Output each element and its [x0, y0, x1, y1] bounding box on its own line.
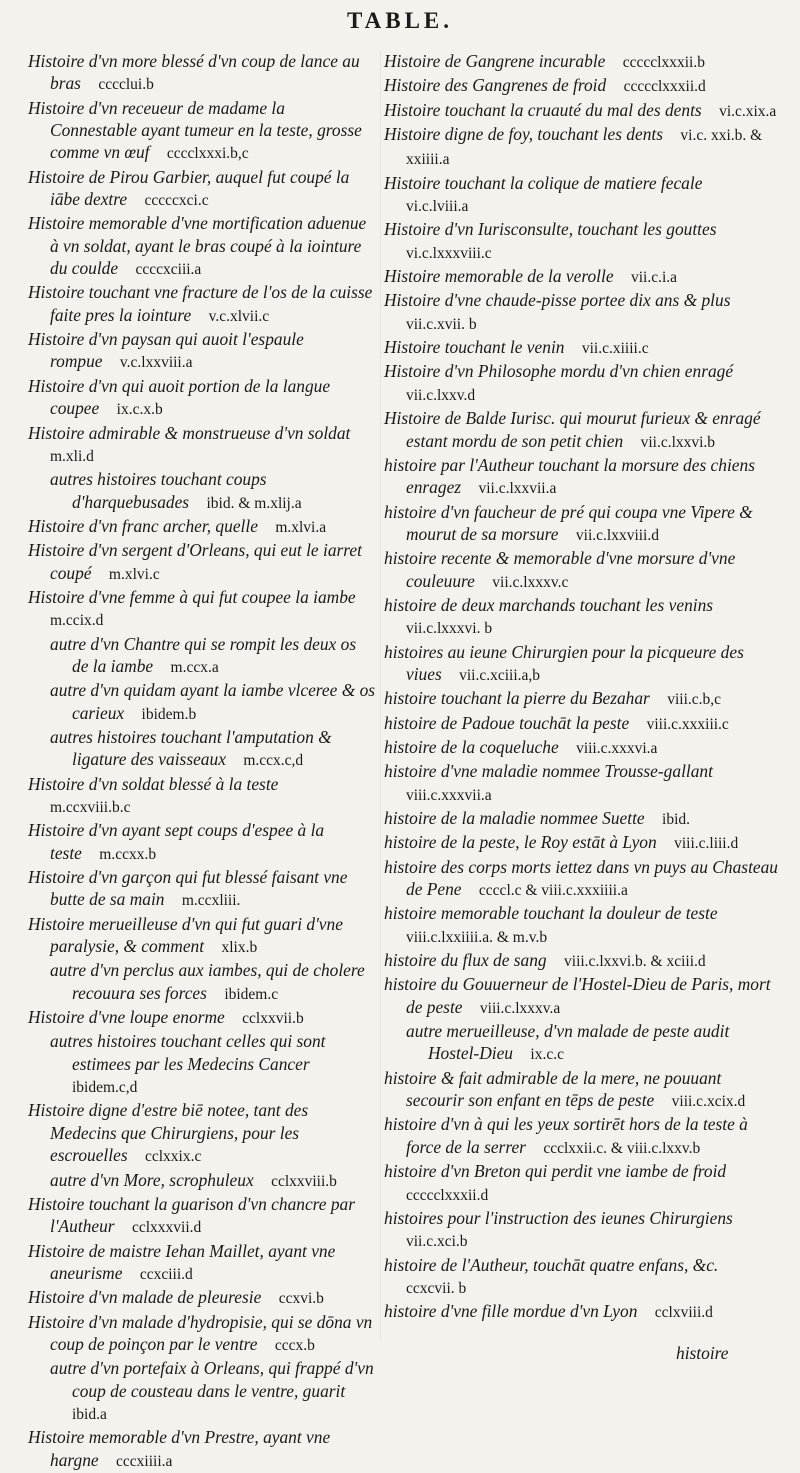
page-header: TABLE.	[346, 8, 454, 33]
entry-reference: ccccclxxxii.b	[622, 54, 705, 71]
entry-text: Histoire d'vn more blessé d'vn coup de lance au bras	[28, 51, 360, 94]
index-entry	[28, 375, 376, 422]
entry-reference: viii.c.lxxvi.b. & xciii.d	[564, 953, 706, 971]
index-entry	[384, 1160, 782, 1207]
entry-reference: vii.c.xiiii.c	[581, 340, 649, 358]
entry-reference: m.ccxliii.	[181, 892, 241, 910]
entry-text: histoires au ieune Chirurgien pour la picqueure des viues	[384, 641, 744, 684]
entry-reference: ibid. & m.xlij.a	[206, 494, 302, 512]
entry-reference: cclxxxvii.d	[131, 1219, 202, 1237]
entry-text: Histoire touchant vne fracture de l'os de la cuisse faite pres la iointure	[28, 282, 373, 325]
entry-text: autres histoires touchant celles qui sont estimees par les Medecins Cancer	[50, 1031, 326, 1074]
entry-reference: ccxciii.d	[139, 1265, 193, 1283]
entry-text: Histoire d'vn franc archer, quelle	[28, 515, 258, 536]
entry-reference: vi.c.lviii.a	[406, 198, 469, 216]
entry-text: Histoire touchant le venin	[384, 337, 565, 358]
index-entry	[28, 1426, 376, 1473]
entry-reference: vii.c.lxxviii.d	[575, 526, 659, 544]
index-entry	[384, 594, 782, 641]
index-entry	[384, 172, 782, 219]
entry-text: histoire des corps morts iettez dans vn puys au Chasteau de Pene	[384, 856, 779, 900]
entry-reference: v.c.lxxviii.a	[119, 354, 193, 372]
entry-reference: cclxviii.d	[654, 1304, 713, 1322]
entry-text: autre d'vn portefaix à Orleans, qui frappé d'vn coup de cousteau dans le ventre, guarit	[50, 1358, 374, 1401]
entry-text: histoire de l'Autheur, touchāt quatre enfans, &c.	[384, 1254, 719, 1275]
entry-reference: vii.c.lxxxv.c	[492, 573, 569, 591]
index-entry	[384, 902, 782, 949]
entry-reference: viii.c.lxxxv.a	[479, 999, 561, 1017]
index-entry	[384, 99, 782, 123]
index-entry	[28, 1099, 376, 1168]
entry-text: histoire touchant la pierre du Bezahar	[384, 688, 650, 709]
index-entry	[28, 97, 376, 166]
entry-reference: vi.c. xxi.b. & xxiiii.a	[406, 127, 763, 169]
entry-reference: vi.c.xix.a	[719, 102, 777, 120]
entry-text: histoire de deux marchands touchant les venins	[384, 594, 714, 615]
entry-reference: viii.c.lxxiiii.a. & m.v.b	[406, 928, 548, 946]
entry-text: Histoire d'vn malade d'hydropisie, qui se dōna vn coup de poinçon par le ventre	[28, 1311, 373, 1354]
entry-reference: m.ccxx.b	[99, 845, 157, 863]
index-entry	[384, 1113, 782, 1160]
index-entry	[384, 407, 782, 454]
entry-reference: cccx.b	[274, 1336, 315, 1354]
index-entry	[384, 123, 782, 172]
entry-reference: m.xli.d	[50, 447, 94, 465]
entry-reference: vii.c.i.a	[630, 269, 678, 287]
entry-reference: m.ccx.c,d	[243, 752, 304, 770]
entry-reference: ibid.a	[72, 1405, 107, 1423]
index-entry	[384, 831, 782, 855]
index-column-left	[28, 50, 376, 1473]
entry-reference: cccxiiii.a	[116, 1452, 173, 1470]
entry-text: Histoire de Gangrene incurable	[384, 51, 606, 71]
entry-text: Histoire d'vn garçon qui fut blessé faisant vne butte de sa main	[28, 867, 348, 910]
entry-text: autre merueilleuse, d'vn malade de peste audit Hostel-Dieu	[406, 1021, 730, 1064]
entry-text: autre d'vn quidam ayant la iambe vlceree & os carieux	[50, 680, 376, 723]
entry-reference: viii.c.xxxiii.c	[646, 715, 729, 733]
entry-reference: ix.c.c	[530, 1046, 564, 1064]
entry-reference: viii.c.xxxvii.a	[406, 786, 492, 804]
index-entry	[28, 586, 376, 633]
entry-text: Histoire d'vn Philosophe mordu d'vn chien enragé	[384, 361, 734, 382]
entry-text: Histoire de maistre Iehan Maillet, ayant vne aneurisme	[28, 1240, 336, 1283]
entry-text: Histoire touchant la guarison d'vn chancre par l'Autheur	[28, 1193, 356, 1237]
index-entry	[384, 1300, 782, 1324]
entry-text: Histoire d'vn soldat blessé à la teste	[28, 773, 279, 794]
entry-text: histoires pour l'instruction des ieunes Chirurgiens	[384, 1207, 733, 1228]
index-entry	[384, 760, 782, 807]
entry-text: Histoire merueilleuse d'vn qui fut guari d'vne paralysie, & comment	[28, 913, 343, 957]
index-entry	[28, 328, 376, 375]
entry-text: histoire d'vn Breton qui perdit vne iambe de froid	[384, 1161, 727, 1182]
index-entry	[384, 360, 782, 407]
index-entry	[384, 265, 782, 289]
index-entry	[384, 807, 782, 831]
index-entry	[28, 959, 376, 1006]
index-entry	[28, 679, 376, 726]
index-entry	[28, 539, 376, 586]
entry-reference: vi.c.lxxxviii.c	[406, 244, 492, 262]
entry-reference: xlix.b	[221, 939, 258, 957]
index-entry	[28, 212, 376, 281]
entry-reference: ccxcvii. b	[406, 1279, 467, 1297]
entry-reference: cccclui.b	[98, 76, 154, 94]
entry-text: histoire d'vne fille mordue d'vn Lyon	[384, 1301, 638, 1322]
entry-reference: vii.c.xciii.a,b	[459, 666, 541, 684]
entry-reference: ibidem.b	[141, 705, 197, 723]
entry-text: autre d'vn perclus aux iambes, qui de cholere recouura ses forces	[50, 960, 365, 1003]
entry-reference: m.ccix.d	[50, 612, 104, 630]
entry-reference: ix.c.x.b	[116, 401, 163, 419]
entry-text: Histoire d'vn Iurisconsulte, touchant les gouttes	[384, 219, 717, 240]
entry-text: histoire du Gouuerneur de l'Hostel-Dieu de Paris, mort de peste	[384, 974, 771, 1017]
entry-text: histoire d'vn faucheur de pré qui coupa vne Vipere & mourut de sa morsure	[384, 501, 753, 544]
index-entry	[384, 641, 782, 688]
index-entry	[28, 1311, 376, 1358]
index-entry	[28, 166, 376, 213]
entry-text: Histoire d'vn malade de pleuresie	[28, 1287, 262, 1308]
entry-reference: ccxvi.b	[278, 1290, 324, 1308]
entry-reference: viii.c.xcix.d	[671, 1093, 746, 1111]
entry-text: autres histoires touchant l'amputation & ligature des vaisseaux	[50, 726, 332, 770]
entry-text: Histoire des Gangrenes de froid	[384, 75, 607, 96]
index-entry	[384, 50, 782, 74]
entry-text: Histoire touchant la cruauté du mal des dents	[384, 99, 702, 120]
index-entry	[28, 1193, 376, 1240]
entry-text: Histoire memorable d'vn Prestre, ayant vne hargne	[28, 1427, 331, 1470]
entry-text: histoire d'vne maladie nommee Trousse-gallant	[384, 761, 713, 782]
index-entry	[28, 422, 376, 469]
index-entry	[28, 281, 376, 328]
entry-reference: m.ccx.a	[170, 658, 219, 676]
entry-reference: vii.c.lxxxvi. b	[406, 620, 493, 638]
entry-text: histoire de la coqueluche	[384, 736, 559, 757]
index-entry	[28, 468, 376, 515]
entry-reference: cccclxxxi.b,c	[166, 145, 249, 163]
entry-reference: cclxxviii.b	[271, 1172, 337, 1190]
entry-reference: ccclxxii.c. & viii.c.lxxv.b	[543, 1139, 701, 1157]
entry-reference: ibid.	[662, 811, 691, 828]
index-column-right	[384, 50, 782, 1325]
entry-text: histoire de la peste, le Roy estāt à Lyon	[384, 832, 657, 853]
index-entry	[28, 913, 376, 960]
entry-reference: ibidem.c	[224, 985, 279, 1003]
entry-text: Histoire digne de foy, touchant les dents	[384, 124, 664, 145]
entry-reference: viii.c.xxxvi.a	[576, 739, 658, 757]
entry-text: Histoire d'vn sergent d'Orleans, qui eut le iarret coupé	[28, 540, 362, 583]
entry-reference: v.c.xlvii.c	[208, 307, 270, 325]
index-entry	[384, 949, 782, 973]
entry-text: autre d'vn More, scrophuleux	[50, 1169, 254, 1190]
index-entry	[384, 712, 782, 736]
index-entry	[28, 726, 376, 773]
entry-text: histoire du flux de sang	[384, 950, 547, 971]
index-entry	[28, 1286, 376, 1310]
index-entry	[384, 1067, 782, 1114]
index-entry	[28, 1357, 376, 1426]
entry-text: Histoire de Pirou Garbier, auquel fut coupé la iābe dextre	[28, 166, 350, 210]
entry-reference: vii.c.xci.b	[406, 1233, 468, 1251]
index-entry	[384, 973, 782, 1020]
entry-text: histoire recente & memorable d'vne morsure d'vne couleuure	[384, 548, 736, 591]
entry-reference: vii.c.lxxvi.b	[640, 433, 716, 451]
index-entry	[28, 515, 376, 539]
entry-text: autres histoires touchant coups d'harquebusades	[50, 469, 267, 512]
index-entry	[384, 218, 782, 265]
entry-text: histoire d'vn à qui les yeux sortirēt hors de la teste à force de la serrer	[384, 1114, 748, 1157]
index-entry	[384, 736, 782, 760]
entry-reference: ccccclxxxii.d	[623, 78, 706, 96]
entry-reference: cccccxci.c	[144, 192, 209, 210]
entry-reference: vii.c.xvii. b	[406, 315, 477, 333]
index-entry	[384, 1207, 782, 1254]
index-entry	[384, 454, 782, 501]
index-entry	[384, 289, 782, 336]
entry-reference: m.xlvi.c	[108, 565, 160, 583]
entry-text: Histoire admirable & monstrueuse d'vn soldat	[28, 422, 351, 443]
index-entry	[28, 633, 376, 680]
entry-text: Histoire d'vn paysan qui auoit l'espaule rompue	[28, 329, 304, 372]
entry-text: Histoire d'vn receueur de madame la Connestable ayant tumeur en la teste, grosse comme vn œuf	[28, 97, 362, 163]
index-entry	[28, 1030, 376, 1099]
index-entry	[384, 687, 782, 711]
index-entry	[384, 1020, 782, 1067]
entry-text: Histoire memorable de la verolle	[384, 266, 614, 287]
entry-reference: vii.c.lxxvii.a	[478, 480, 557, 498]
entry-text: histoire de Padoue touchāt la peste	[384, 712, 630, 733]
index-entry	[28, 773, 376, 820]
entry-reference: ccccxciii.a	[135, 261, 202, 279]
entry-text: Histoire d'vne femme à qui fut coupee la iambe	[28, 586, 356, 607]
entry-text: Histoire d'vn qui auoit portion de la langue coupee	[28, 375, 331, 419]
index-entry	[28, 819, 376, 866]
entry-reference: ccccl.c & viii.c.xxxiiii.a	[478, 882, 628, 900]
entry-text: Histoire d'vne chaude-pisse portee dix ans & plus	[384, 290, 731, 311]
entry-text: Histoire digne d'estre biē notee, tant des Medecins que Chirurgiens, pour les escrouelles	[28, 1100, 309, 1166]
entry-text: Histoire memorable d'vne mortification aduenue à vn soldat, ayant le bras coupé à la iointure du coulde	[28, 213, 367, 279]
entry-text: histoire de la maladie nommee Suette	[384, 808, 645, 828]
column-gutter	[380, 50, 381, 1340]
entry-text: autre d'vn Chantre qui se rompit les deux os de la iambe	[50, 633, 357, 676]
index-entry	[384, 74, 782, 98]
entry-reference: ccccclxxxii.d	[406, 1186, 489, 1204]
index-entry	[28, 1006, 376, 1030]
entry-reference: ibidem.c,d	[72, 1079, 138, 1097]
entry-reference: m.xlvi.a	[275, 518, 327, 536]
entry-text: histoire & fait admirable de la mere, ne pouuant secourir son enfant en tēps de peste	[384, 1067, 722, 1111]
index-entry	[28, 1169, 376, 1193]
entry-text: Histoire d'vn ayant sept coups d'espee à la teste	[28, 820, 325, 863]
entry-reference: viii.c.b,c	[667, 691, 722, 709]
entry-reference: cclxxvii.b	[242, 1010, 304, 1028]
index-entry	[28, 866, 376, 913]
entry-reference: cclxxix.c	[144, 1148, 202, 1166]
entry-reference: m.ccxviii.b.c	[50, 799, 131, 816]
entry-text: Histoire touchant la colique de matiere fecale	[384, 172, 703, 193]
index-entry	[384, 336, 782, 360]
entry-text: histoire par l'Autheur touchant la morsure des chiens enragez	[384, 454, 755, 498]
catchword: histoire	[676, 1343, 729, 1363]
index-entry	[384, 547, 782, 594]
entry-reference: viii.c.liii.d	[674, 835, 739, 853]
index-entry	[384, 1254, 782, 1301]
entry-text: Histoire de Balde Iurisc. qui mourut furieux & enragé estant mordu de son petit chien	[384, 408, 761, 451]
index-entry	[384, 501, 782, 548]
index-entry	[28, 1240, 376, 1287]
entry-text: histoire memorable touchant la douleur de teste	[384, 903, 718, 924]
entry-reference: vii.c.lxxv.d	[406, 386, 476, 404]
index-entry	[28, 50, 376, 97]
entry-text: Histoire d'vne loupe enorme	[28, 1007, 225, 1028]
index-entry	[384, 856, 782, 903]
